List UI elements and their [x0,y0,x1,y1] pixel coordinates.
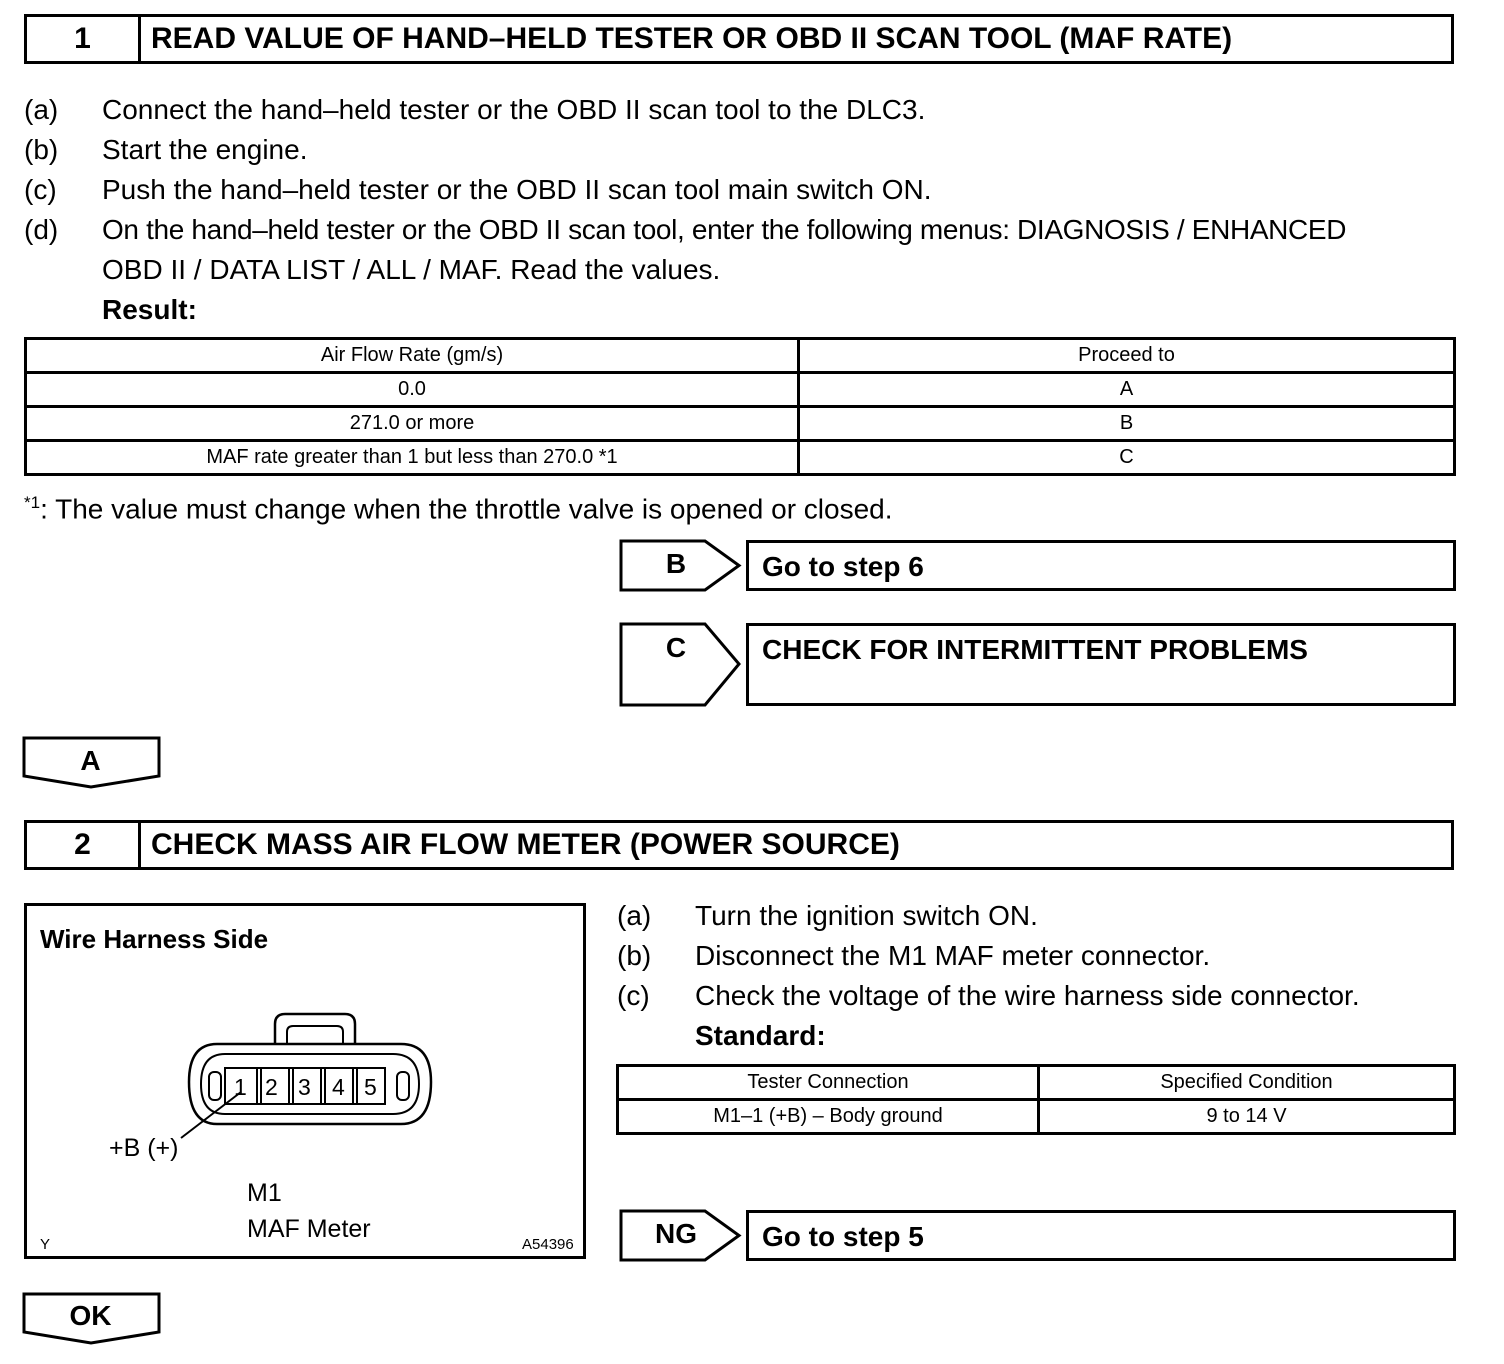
instruction-item [24,130,1346,170]
connector-name: MAF Meter [247,1215,371,1243]
instruction-label: (c) [24,174,57,205]
table-cell: 9 to 14 V [1039,1100,1455,1134]
table-cell: C [799,441,1455,475]
corner-code: Y [40,1236,51,1253]
instruction-text: Check the voltage of the wire harness side connector. [695,980,1360,1011]
table-cell: 271.0 or more [26,407,799,441]
figure-id: A54396 [522,1236,574,1253]
instruction-text: OBD II / DATA LIST / ALL / MAF. Read the values. [102,254,721,285]
standard-label: Standard: [695,1020,826,1051]
table-row [26,441,1455,475]
result-label-row [24,290,1346,330]
standard-label-row [617,1016,1360,1056]
step-number: 2 [27,823,141,867]
instruction-item [24,90,1346,130]
instruction-item [617,936,1360,976]
table-header: Proceed to [799,339,1455,373]
step-2-header [24,820,1454,870]
instruction-text: Push the hand–held tester or the OBD II scan tool main switch ON. [102,174,932,205]
result-table [24,337,1456,476]
outcome-tag-label: B [665,548,687,579]
instruction-text: Turn the ignition switch ON. [695,900,1038,931]
footnote [24,493,893,525]
instruction-text: On the hand–held tester or the OBD II scan tool, enter the following menus: DIAGNOSIS / ENHANCED [102,214,1347,245]
step-2-instructions [617,896,1360,1056]
pin-label: 3 [298,1074,311,1100]
outcome-text: Go to step 5 [762,1221,924,1252]
instruction-item-continued [24,250,1346,290]
instruction-item [24,210,1346,250]
table-header: Air Flow Rate (gm/s) [26,339,799,373]
outcome-text: Go to step 6 [762,551,924,582]
table-row [26,373,1455,407]
table-header-row [618,1066,1455,1100]
pin-label: 1 [234,1074,247,1100]
terminal-label: +B (+) [109,1134,179,1162]
outcome-tag-label: NG [655,1218,697,1249]
step-1-instructions [24,90,1346,330]
instruction-label: (b) [617,940,652,971]
instruction-item [617,896,1360,936]
instruction-item [24,170,1346,210]
instruction-label: (c) [617,980,650,1011]
table-cell: A [799,373,1455,407]
table-cell: 0.0 [26,373,799,407]
pin-label: 4 [332,1074,345,1100]
result-label: Result: [102,294,197,325]
step-title: CHECK MASS AIR FLOW METER (POWER SOURCE) [151,828,900,861]
step-number: 1 [27,17,141,61]
goto-step-5-box [746,1210,1456,1261]
continue-tag-label: A [80,745,101,776]
diagram-title: Wire Harness Side [40,924,269,954]
step-1-header [24,14,1454,64]
intermittent-problems-box [746,623,1456,706]
footnote-text: : The value must change when the throttle valve is opened or closed. [40,493,893,525]
table-cell: B [799,407,1455,441]
outcome-text: CHECK FOR INTERMITTENT PROBLEMS [762,634,1308,665]
instruction-text: Disconnect the M1 MAF meter connector. [695,940,1211,971]
table-header: Specified Condition [1039,1066,1455,1100]
pin-label: 2 [265,1074,278,1100]
goto-step-6-box [746,540,1456,591]
table-header: Tester Connection [618,1066,1039,1100]
table-row [618,1100,1455,1134]
continue-tag-label: OK [69,1300,112,1331]
instruction-text: Connect the hand–held tester or the OBD II scan tool to the DLC3. [102,94,926,125]
connector-diagram [24,903,586,1259]
instruction-text: Start the engine. [102,134,308,165]
step-title: READ VALUE OF HAND–HELD TESTER OR OBD II SCAN TOOL (MAF RATE) [151,22,1233,55]
table-cell: M1–1 (+B) – Body ground [618,1100,1039,1134]
outcome-tag-label: C [665,632,687,663]
instruction-label: (a) [24,94,59,125]
table-header-row [26,339,1455,373]
instruction-item [617,976,1360,1016]
pin-label: 5 [364,1074,377,1100]
standard-table [616,1064,1456,1135]
connector-id: M1 [247,1179,282,1207]
table-row [26,407,1455,441]
footnote-mark: *1 [24,493,41,512]
table-cell: MAF rate greater than 1 but less than 270.0 *1 [26,441,799,475]
instruction-label: (b) [24,134,59,165]
instruction-label: (d) [24,214,59,245]
instruction-label: (a) [617,900,652,931]
